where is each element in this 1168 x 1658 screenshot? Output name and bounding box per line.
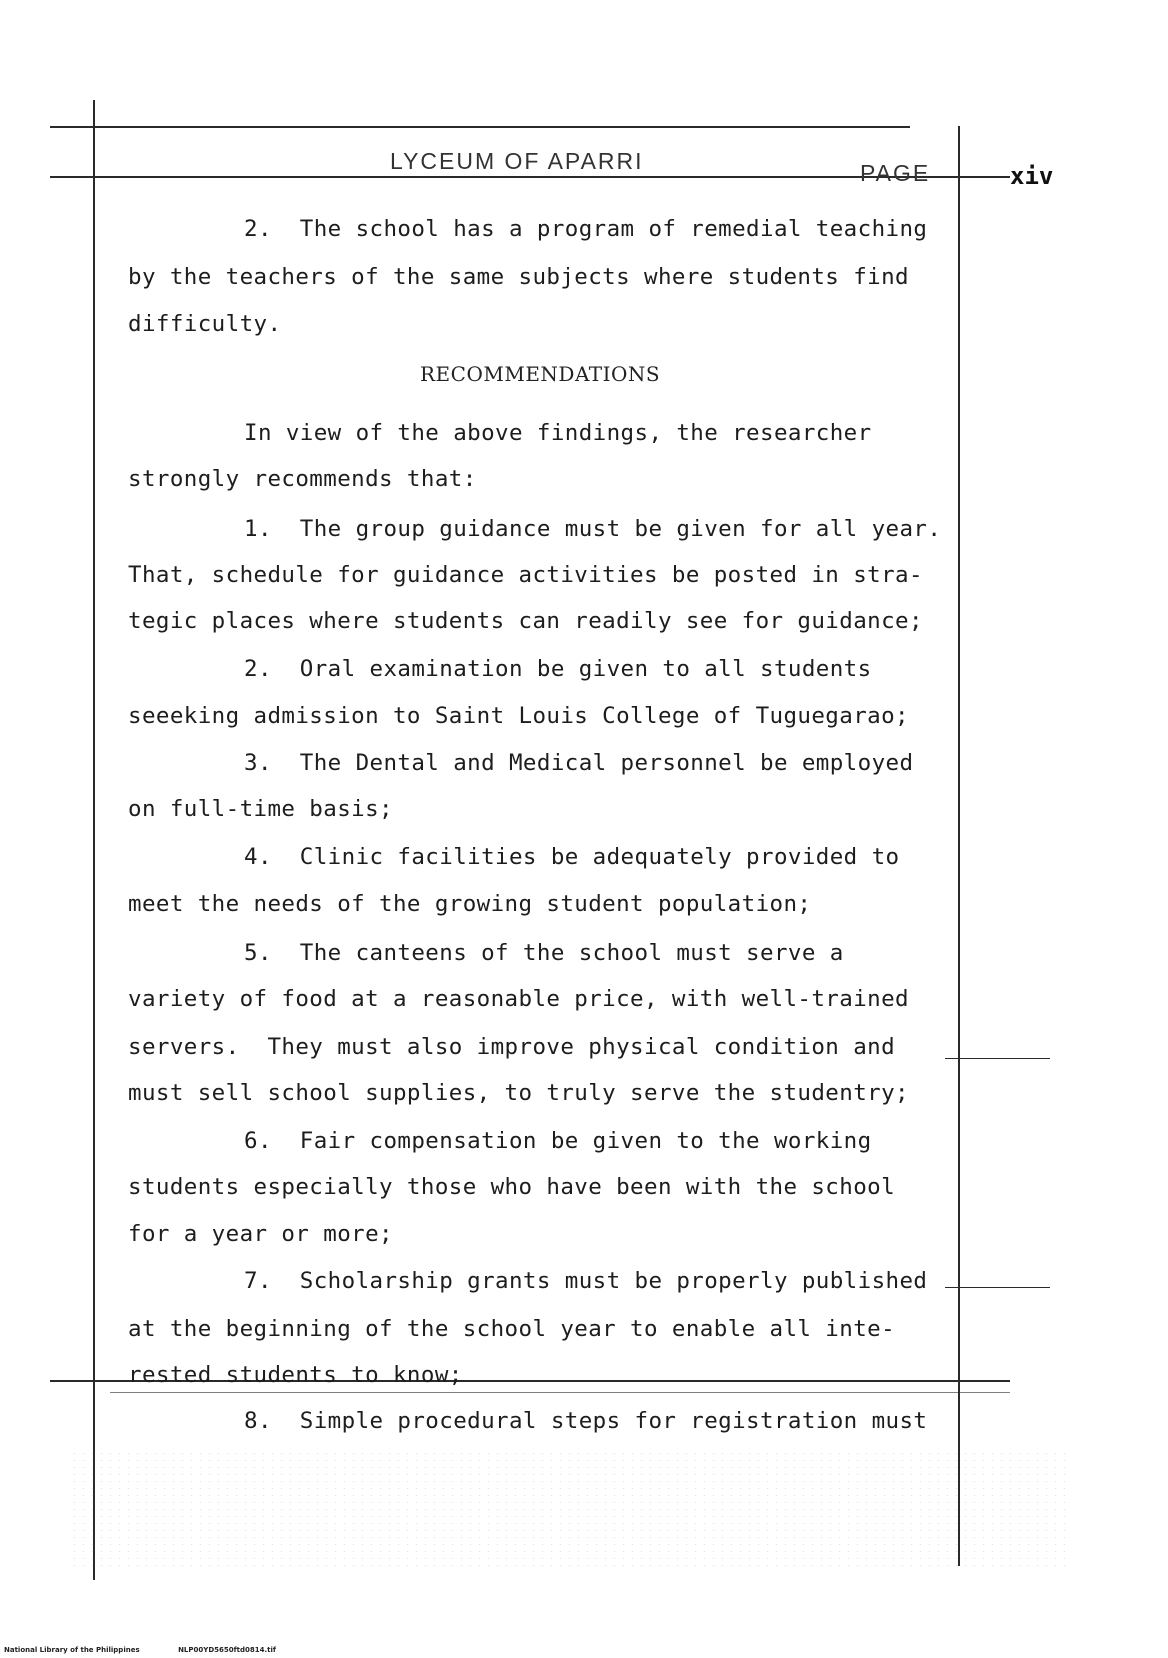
recommendation-item: on full-time basis; <box>128 796 393 822</box>
recommendation-item: students especially those who have been with the school <box>128 1174 896 1200</box>
recommendation-item: must sell school supplies, to truly serve the studentry; <box>128 1080 909 1106</box>
scan-noise <box>70 1450 1070 1570</box>
preamble-line: In view of the above findings, the researcher <box>244 420 872 446</box>
top-rule <box>50 126 910 128</box>
recommendation-item: 5. The canteens of the school must serve a <box>244 940 844 966</box>
page-number: xiv <box>1010 162 1054 190</box>
page-label: PAGE <box>860 160 931 186</box>
file-name: NLP00YD5650ftd0814.tif <box>178 1646 276 1654</box>
right-margin-line <box>958 126 960 1566</box>
preamble-line: strongly recommends that: <box>128 466 477 492</box>
recommendation-item: servers. They must also improve physical condition and <box>128 1034 896 1060</box>
text-line: by the teachers of the same subjects where students find <box>128 264 909 290</box>
left-margin-line <box>93 100 95 1580</box>
recommendation-item: for a year or more; <box>128 1221 393 1247</box>
margin-tick-2 <box>945 1287 1050 1288</box>
library-credit: National Library of the Philippines <box>4 1646 140 1654</box>
recommendation-item: 1. The group guidance must be given for all year. <box>244 516 942 542</box>
bottom-rule-2 <box>110 1392 1010 1393</box>
recommendation-item: 8. Simple procedural steps for registration must <box>244 1408 928 1434</box>
recommendation-item: at the beginning of the school year to enable all inte- <box>128 1316 896 1342</box>
recommendation-item: tegic places where students can readily see for guidance; <box>128 608 923 634</box>
text-line: 2. The school has a program of remedial teaching <box>244 216 928 242</box>
section-heading: RECOMMENDATIONS <box>420 362 661 386</box>
recommendation-item: variety of food at a reasonable price, with well-trained <box>128 986 909 1012</box>
recommendation-item: That, schedule for guidance activities be posted in stra- <box>128 562 923 588</box>
recommendation-item: 2. Oral examination be given to all students <box>244 656 872 682</box>
recommendation-item: rested students to know; <box>128 1362 463 1388</box>
recommendation-item: meet the needs of the growing student population; <box>128 891 812 917</box>
recommendation-item: 6. Fair compensation be given to the working <box>244 1128 872 1154</box>
school-header: LYCEUM OF APARRI <box>390 148 644 174</box>
recommendation-item: seeeking admission to Saint Louis College of Tuguegarao; <box>128 703 909 729</box>
recommendation-item: 4. Clinic facilities be adequately provided to <box>244 844 900 870</box>
recommendation-item: 3. The Dental and Medical personnel be employed <box>244 750 914 776</box>
text-line: difficulty. <box>128 311 282 337</box>
scan-footer <box>4 1646 312 1654</box>
recommendation-item: 7. Scholarship grants must be properly published <box>244 1268 928 1294</box>
margin-tick-1 <box>945 1058 1050 1059</box>
